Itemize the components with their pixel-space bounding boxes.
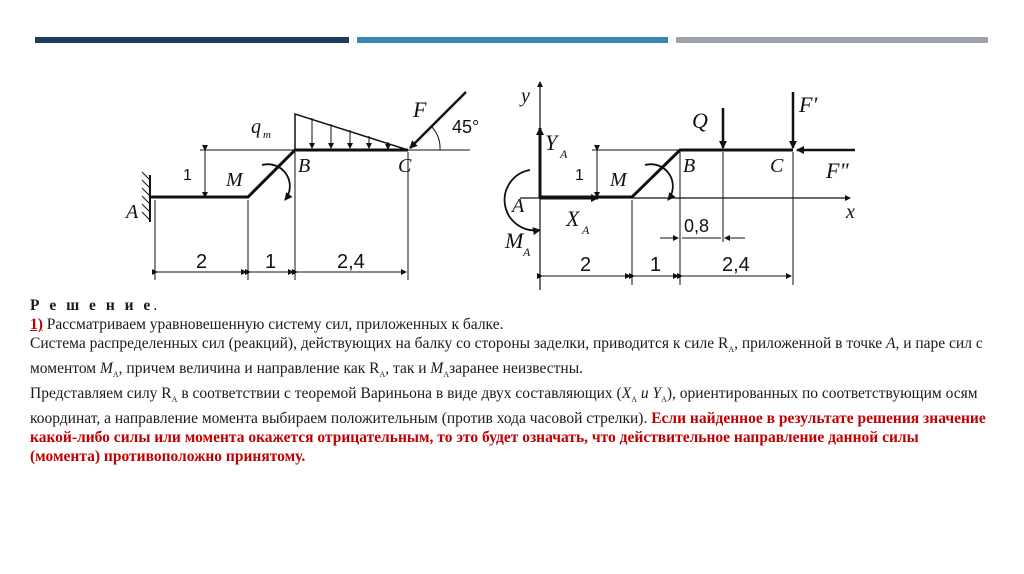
solution-text <box>30 296 990 466</box>
solution-heading: Р е ш е н и е. <box>30 297 158 314</box>
left-label-q-sub: m <box>263 129 271 141</box>
right-label-height: 1 <box>575 167 584 184</box>
warning-text: Если найденное в результате решения значение какой-либо силы или момента окажется отрицательным, то это будет означать, что действительное направление данной силы (момента) противоположно принятому. <box>30 410 986 466</box>
right-dim-2-4: 2,4 <box>722 254 750 276</box>
left-label-f: F <box>413 97 427 122</box>
paragraph-varignon: Представляем силу $R_A$ в соответствии с теоремой Вариньона в виде двух составляющих ($X_A$ и $Y_A$), ориентированных по соответствующим осям координат, а направление момента выбираем положительным (против хода часовой стрелки). Если найденное в результате решения значение какой-либо силы или момента окажется отрицательным, то это будет означать, что действительное направление данной силы (момента) противоположно принятому. <box>30 385 986 466</box>
left-angle-arc <box>432 127 440 150</box>
right-label-q: Q <box>692 108 708 133</box>
left-dim-1: 1 <box>265 251 277 273</box>
step-one: 1) Рассматриваем уравновешенную систему сил, приложенных к балке. <box>30 316 504 333</box>
right-label-c: C <box>770 155 784 177</box>
left-label-q: q <box>251 116 261 138</box>
right-label-xa: X <box>566 206 580 231</box>
right-label-m: M <box>610 169 627 191</box>
right-label-xa-sub: A <box>582 223 590 237</box>
right-dim-1: 1 <box>650 254 662 276</box>
left-label-a: A <box>126 201 139 223</box>
right-dim-2: 2 <box>580 254 592 276</box>
right-label-y-axis: y <box>521 85 530 107</box>
left-dim-2: 2 <box>196 251 208 273</box>
step-number: 1) <box>30 316 43 333</box>
right-label-ma: M <box>505 228 524 253</box>
left-label-45deg: 45° <box>452 117 480 137</box>
right-label-ya-sub: A <box>560 147 568 161</box>
left-label-c: C <box>398 155 412 177</box>
left-wall-hatch <box>142 172 150 220</box>
paragraph-reactions: Система распределенных сил (реакций), действующих на балку со стороны заделки, приводится к силе $R_A$, приложенной в точке A, и паре сил с моментом $M_A$, причем величина и направление как $R_A$, так и $M_Aзаранее$ неизвестны. <box>30 335 983 380</box>
right-label-f1: F' <box>799 92 818 117</box>
right-label-ya: Y <box>545 130 558 155</box>
right-label-ma-sub: A <box>523 245 531 259</box>
left-dim-2-4: 2,4 <box>337 251 365 273</box>
left-label-m: M <box>226 169 243 191</box>
right-label-f2: F" <box>826 158 849 183</box>
right-label-b: B <box>683 155 696 177</box>
right-label-x-axis: x <box>846 201 855 223</box>
left-label-b: B <box>298 155 311 177</box>
left-label-height: 1 <box>183 167 192 184</box>
right-dim-0-8: 0,8 <box>684 216 710 236</box>
right-label-a: A <box>512 195 525 217</box>
